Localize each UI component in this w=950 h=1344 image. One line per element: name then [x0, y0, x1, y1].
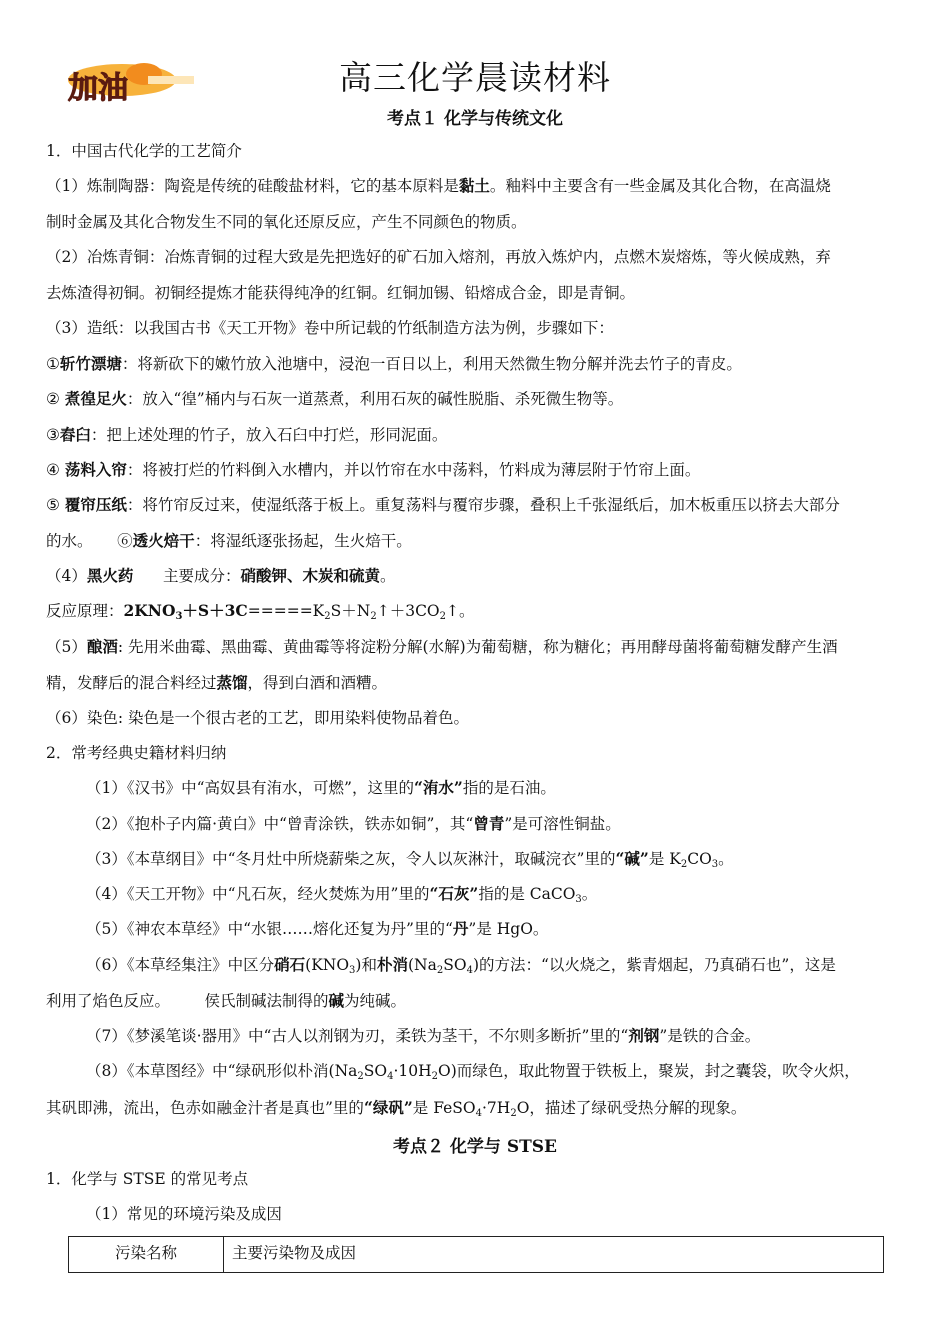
- step-1: ①斩竹漂塘：将新砍下的嫩竹放入池塘中，浸泡一百日以上，利用天然微生物分解并洗去竹子的青皮。: [46, 354, 742, 373]
- item-7: （7）《梦溪笔谈·器用》中“古人以剂钢为刃，柔铁为茎干，不尔则多断折”里的“剂钢”是铁的合金。: [86, 1026, 761, 1045]
- step-2: ② 煮徨足火：放入“徨”桶内与石灰一道蒸煮，利用石灰的碱性脱脂、杀死微生物等。: [46, 389, 624, 408]
- step-5: ⑤ 覆帘压纸：将竹帘反过来，使湿纸落于板上。重复荡料与覆帘步骤，叠积上千张湿纸后，加木板重压以挤去大部分: [46, 495, 840, 514]
- page-title: 高三化学晨读材料: [339, 58, 611, 97]
- logo-text: 加油: [68, 71, 128, 106]
- item-6a: （6）《本草经集注》中区分硝石$(KNO_3)$和朴消$(Na_2SO_4)$的方法：“以火烧之，紫青烟起，乃真硝石也”，这是: [86, 955, 836, 976]
- heading-2: 2．常考经典史籍材料归纳: [46, 744, 227, 762]
- para-5b: 精，发酵后的混合料经过蒸馏，得到白酒和酒糟。: [46, 673, 388, 692]
- item-4: （4）《天工开物》中“凡石灰，经火焚炼为用”里的“石灰”指的是 CaCO$_3$。: [86, 884, 598, 905]
- para-1b: 制时金属及其化合物发生不同的氧化还原反应，产生不同颜色的物质。: [46, 213, 527, 231]
- table-header-row: [69, 1237, 884, 1273]
- para-3: （3）造纸：以我国古书《天工开物》卷中所记载的竹纸制造方法为例，步骤如下：: [46, 319, 614, 337]
- para-1a: （1）炼制陶器：陶瓷是传统的硅酸盐材料，它的基本原料是黏土。釉料中主要含有一些金属及其化合物，在高温烧: [46, 176, 831, 195]
- item-8a: （8）《本草图经》中“绿矾形似朴消$(Na_2SO_4\cdot 10H_2O)$而绿色，取此物置于铁板上，聚炭，封之囊袋，吹令火炽，: [86, 1062, 860, 1082]
- item-3: （3）《本草纲目》中“冬月灶中所烧薪柴之灰，令人以灰淋汁，取碱浣衣”里的“碱”是 $K_2CO_3$。: [86, 849, 734, 870]
- item-2: （2）《抱朴子内篇·黄白》中“曾青涂铁，铁赤如铜”，其“曾青”是可溶性铜盐。: [86, 814, 621, 833]
- heading-1: 1．中国古代化学的工艺简介: [46, 142, 242, 160]
- heading-stse: 1．化学与 STSE 的常见考点: [46, 1170, 249, 1188]
- table-header-cell: 主要污染物及成因: [224, 1237, 884, 1273]
- item-6b: 利用了焰色反应。 侯氏制碱法制得的碱为纯碱。: [46, 991, 407, 1010]
- sub-heading-pollution: （1）常见的环境污染及成因: [86, 1205, 282, 1223]
- reaction-equation: 反应原理：$2KNO_3+S+3C=====K_2S+N_2↑+3CO_2↑$。: [46, 601, 475, 622]
- step-3: ③舂臼：把上述处理的竹子，放入石臼中打烂，形同泥面。: [46, 425, 448, 444]
- item-5: （5）《神农本草经》中“水银……熔化还复为丹”里的“丹”是 HgO。: [86, 919, 549, 938]
- step-4: ④ 荡料入帘：将被打烂的竹料倒入水槽内，并以竹帘在水中荡料，竹料成为薄层附于竹帘上面。: [46, 460, 701, 479]
- section-1-title: 考点１ 化学与传统文化: [387, 109, 563, 129]
- para-4: （4）黑火药 主要成分：硝酸钾、木炭和硫黄。: [46, 566, 396, 585]
- step-5b-6: 的水。 ⑥透火焙干：将湿纸逐张扬起，生火焙干。: [46, 531, 412, 550]
- section-2-title: 考点２ 化学与 STSE: [393, 1137, 557, 1157]
- para-2a: （2）冶炼青铜：冶炼青铜的过程大致是先把选好的矿石加入熔剂，再放入炼炉内，点燃木炭熔炼，等火候成熟，弃: [46, 248, 831, 266]
- para-5a: （5）酿酒: 先用米曲霉、黑曲霉、黄曲霉等将淀粉分解(水解)为葡萄糖，称为糖化；再用酵母菌将葡萄糖发酵产生酒: [46, 637, 838, 656]
- table-header-cell: 污染名称: [69, 1237, 224, 1273]
- pollution-table: [68, 1236, 884, 1273]
- item-1: （1）《汉书》中“高奴县有洧水，可燃”，这里的“洧水”指的是石油。: [86, 778, 556, 797]
- item-8b: 其矾即沸，流出，色赤如融金汁者是真也”里的“绿矾”是 $FeSO_4\cdot 7H_2O$，描述了绿矾受热分解的现象。: [46, 1098, 747, 1119]
- para-2b: 去炼渣得初铜。初铜经提炼才能获得纯净的红铜。红铜加锡、铅熔成合金，即是青铜。: [46, 284, 636, 302]
- para-6: （6）染色: 染色是一个很古老的工艺，即用染料使物品着色。: [46, 709, 470, 727]
